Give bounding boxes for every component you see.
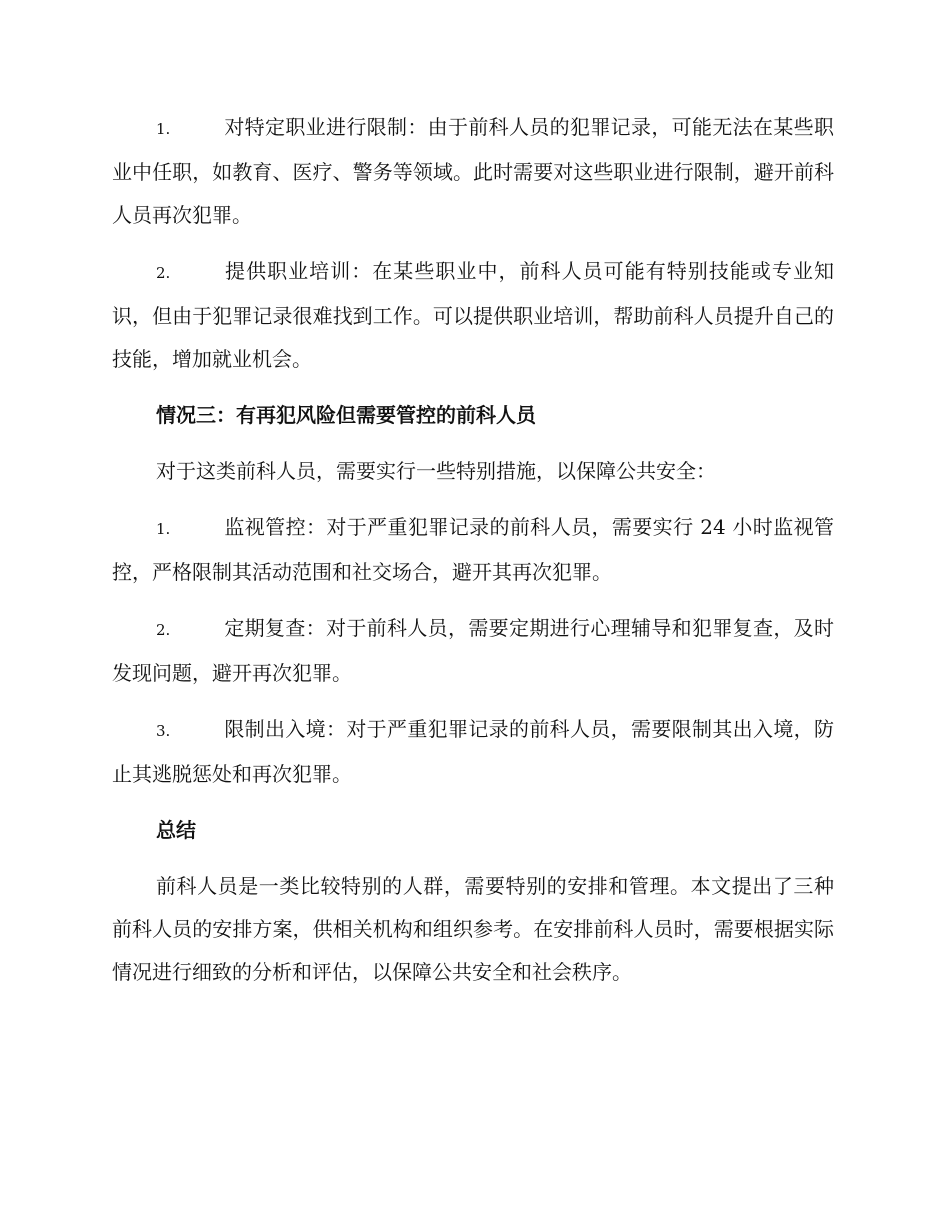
list-item-text: 定期复查：对于前科人员，需要定期进行心理辅导和犯罪复查，及时发现问题，避开再次犯罪。: [112, 616, 834, 685]
list-number: 2.: [156, 621, 171, 639]
summary-heading: 总结: [156, 818, 196, 842]
list-number: 1.: [156, 120, 171, 138]
list-item: [112, 506, 834, 594]
list-item: [112, 607, 834, 695]
document-page: [112, 106, 834, 1007]
list-item: [112, 250, 834, 381]
list-item: [112, 708, 834, 796]
list-number: 3.: [156, 722, 171, 740]
list-item: [112, 106, 834, 237]
section-intro: 对于这类前科人员，需要实行一些特别措施，以保障公共安全：: [156, 459, 716, 483]
list-number: 1.: [156, 520, 171, 538]
list-item-text: 提供职业培训：在某些职业中，前科人员可能有特别技能或专业知识，但由于犯罪记录很难找到工作。可以提供职业培训，帮助前科人员提升自己的技能，增加就业机会。: [112, 259, 834, 371]
list-item-text: 监视管控：对于严重犯罪记录的前科人员，需要实行 24 小时监视管控，严格限制其活动范围和社交场合，避开其再次犯罪。: [112, 515, 834, 584]
summary-paragraph: 前科人员是一类比较特别的人群，需要特别的安排和管理。本文提出了三种前科人员的安排方案，供相关机构和组织参考。在安排前科人员时，需要根据实际情况进行细致的分析和评估，以保障公共安全和社会秩序。: [112, 874, 834, 984]
list-item-text: 限制出入境：对于严重犯罪记录的前科人员，需要限制其出入境，防止其逃脱惩处和再次犯罪。: [112, 717, 834, 786]
list-number: 2.: [156, 264, 171, 282]
list-item-text: 对特定职业进行限制：由于前科人员的犯罪记录，可能无法在某些职业中任职，如教育、医疗、警务等领域。此时需要对这些职业进行限制，避开前科人员再次犯罪。: [112, 115, 834, 227]
section-heading: 情况三：有再犯风险但需要管控的前科人员: [156, 403, 536, 427]
